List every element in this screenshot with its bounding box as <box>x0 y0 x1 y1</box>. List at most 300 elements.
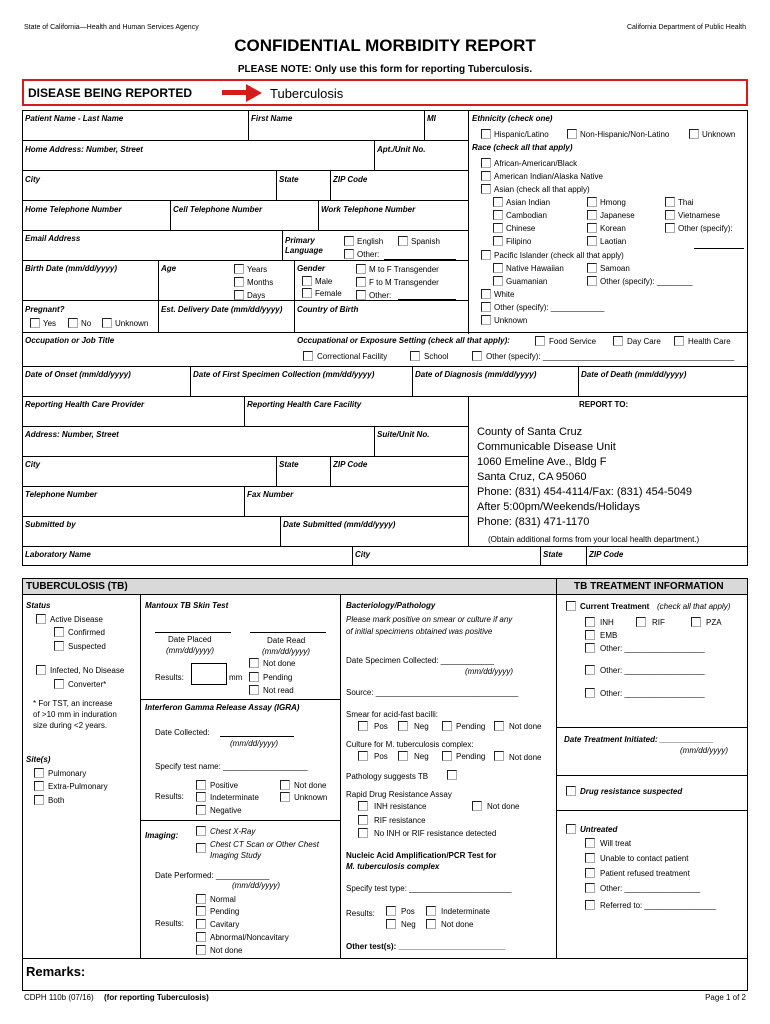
ct-label-1: Chest CT Scan or Other Chest <box>210 840 319 849</box>
pza-checkbox[interactable] <box>691 617 701 627</box>
igra-title: Interferon Gamma Release Assay (IGRA) <box>145 703 300 712</box>
female-label: Female <box>315 289 342 298</box>
naa-pos-checkbox[interactable] <box>386 906 396 916</box>
race-other-checkbox[interactable] <box>481 302 491 312</box>
tst-mm-input[interactable] <box>191 663 227 685</box>
img-pending-label: Pending <box>210 907 240 916</box>
naa-title-2: M. tuberculosis complex <box>346 862 440 871</box>
first-name-label: First Name <box>251 114 293 123</box>
abnormal-checkbox[interactable] <box>196 932 206 942</box>
abnormal-label: Abnormal/Noncavitary <box>210 933 289 942</box>
provider-state-label: State <box>279 460 299 469</box>
report-to-label: REPORT TO: <box>579 400 629 409</box>
country-birth-label: Country of Birth <box>297 305 359 314</box>
date-placed-format: (mm/dd/yyyy) <box>166 646 214 655</box>
tst-not-read-label: Not read <box>263 686 294 695</box>
disease-label: DISEASE BEING REPORTED <box>28 86 193 100</box>
infected-checkbox[interactable] <box>36 665 46 675</box>
last-name-label: Patient Name - Last Name <box>25 114 124 123</box>
active-disease-label: Active Disease <box>50 615 103 624</box>
cavitary-checkbox[interactable] <box>196 919 206 929</box>
cell-phone-label: Cell Telephone Number <box>173 205 263 214</box>
inh-checkbox[interactable] <box>585 617 595 627</box>
form-note: PLEASE NOTE: Only use this form for reporting Tuberculosis. <box>237 64 533 75</box>
setting-title: Occupational or Exposure Setting (check all that apply): <box>297 336 510 345</box>
vietnamese-checkbox[interactable] <box>665 210 675 220</box>
cavitary-label: Cavitary <box>210 920 240 929</box>
culture-pos-label: Pos <box>374 752 388 761</box>
referred-checkbox[interactable] <box>585 900 595 910</box>
native-checkbox[interactable] <box>481 171 491 181</box>
date-performed-label: Date Performed: ____________ <box>155 871 270 880</box>
tb-title: TUBERCULOSIS (TB) <box>26 581 128 592</box>
laotian-checkbox[interactable] <box>587 236 597 246</box>
male-label: Male <box>315 277 333 286</box>
rif-checkbox[interactable] <box>636 617 646 627</box>
drug-resistance-checkbox[interactable] <box>566 786 576 796</box>
email-label: Email Address <box>25 234 81 243</box>
lang-other-checkbox[interactable] <box>344 249 354 259</box>
asian-label: Asian (check all that apply) <box>494 185 590 194</box>
smear-pos-checkbox[interactable] <box>358 721 368 731</box>
race-title: Race (check all that apply) <box>472 143 573 152</box>
lab-city-label: City <box>355 550 371 559</box>
date-read-label: Date Read <box>267 636 306 645</box>
disease-value[interactable]: Tuberculosis <box>270 86 344 101</box>
pacific-other-checkbox[interactable] <box>587 276 597 286</box>
tst-not-read-checkbox[interactable] <box>249 685 259 695</box>
tst-not-done-checkbox[interactable] <box>249 658 259 668</box>
date-specimen-format: (mm/dd/yyyy) <box>465 667 513 676</box>
lab-name-label: Laboratory Name <box>25 550 91 559</box>
diagnosis-date-label: Date of Diagnosis (mm/dd/yyyy) <box>415 370 537 379</box>
sites-label: Site(s) <box>26 755 51 764</box>
current-treatment-note: (check all that apply) <box>657 602 731 611</box>
treat-other-2-checkbox[interactable] <box>585 665 595 675</box>
african-label: African-American/Black <box>494 159 578 168</box>
vietnamese-label: Vietnamese <box>678 211 721 220</box>
years-checkbox[interactable] <box>234 264 244 274</box>
state-label: State <box>279 175 299 184</box>
facility-label: Reporting Health Care Facility <box>247 400 362 409</box>
form-number: CDPH 110b (07/16) <box>24 993 94 1002</box>
igra-negative-label: Negative <box>210 806 242 815</box>
pacific-checkbox[interactable] <box>481 250 491 260</box>
nonhispanic-checkbox[interactable] <box>567 129 577 139</box>
provider-fax-label: Fax Number <box>247 490 294 499</box>
inh-resistance-label: INH resistance <box>374 802 427 811</box>
naa-title-1: Nucleic Acid Amplification/PCR Test for <box>346 851 497 860</box>
apt-label: Apt./Unit No. <box>377 145 426 154</box>
igra-negative-checkbox[interactable] <box>196 805 206 815</box>
hmong-label: Hmong <box>600 198 626 207</box>
ethnicity-title: Ethnicity (check one) <box>472 114 553 123</box>
chinese-label: Chinese <box>506 224 536 233</box>
gender-other-checkbox[interactable] <box>356 290 366 300</box>
spanish-checkbox[interactable] <box>398 236 408 246</box>
treat-other-3-checkbox[interactable] <box>585 688 595 698</box>
cambodian-label: Cambodian <box>506 211 547 220</box>
treat-other-1-label: Other: __________________ <box>600 644 705 653</box>
naa-not-done-checkbox[interactable] <box>426 919 436 929</box>
naa-indeterminate-label: Indeterminate <box>441 907 490 916</box>
mantoux-title: Mantoux TB Skin Test <box>145 601 229 610</box>
hmong-checkbox[interactable] <box>587 197 597 207</box>
food-service-label: Food Service <box>549 337 597 346</box>
page-number: Page 1 of 2 <box>705 993 746 1002</box>
english-checkbox[interactable] <box>344 236 354 246</box>
date-submitted-label: Date Submitted (mm/dd/yyyy) <box>283 520 396 529</box>
suspected-label: Suspected <box>68 642 106 651</box>
inh-resistance-checkbox[interactable] <box>358 801 368 811</box>
inh-label: INH <box>600 618 614 627</box>
occupation-label: Occupation or Job Title <box>25 336 115 345</box>
treat-other-1-checkbox[interactable] <box>585 643 595 653</box>
asian-indian-label: Asian Indian <box>506 198 551 207</box>
igra-results-label: Results: <box>155 792 184 801</box>
county-line-1: County of Santa Cruz <box>477 426 583 438</box>
img-not-done-checkbox[interactable] <box>196 945 206 955</box>
gender-label: Gender <box>297 264 326 273</box>
naa-neg-label: Neg <box>401 920 416 929</box>
smear-neg-label: Neg <box>414 722 429 731</box>
hawaiian-checkbox[interactable] <box>493 263 503 273</box>
onset-label: Date of Onset (mm/dd/yyyy) <box>25 370 131 379</box>
rapid-assay-label: Rapid Drug Resistance Assay <box>346 790 452 799</box>
no-resistance-checkbox[interactable] <box>358 828 368 838</box>
treatment-title: TB TREATMENT INFORMATION <box>574 581 724 592</box>
treat-other-2-label: Other: __________________ <box>600 666 705 675</box>
naa-indeterminate-checkbox[interactable] <box>426 906 436 916</box>
igra-unknown-checkbox[interactable] <box>280 792 290 802</box>
xray-checkbox[interactable] <box>196 826 206 836</box>
culture-pending-checkbox[interactable] <box>442 751 452 761</box>
day-care-label: Day Care <box>627 337 661 346</box>
ct-checkbox[interactable] <box>196 843 206 853</box>
igra-date-format: (mm/dd/yyyy) <box>230 739 278 748</box>
guamanian-label: Guamanian <box>506 277 548 286</box>
county-line-3: 1060 Emeline Ave., Bldg F <box>477 456 607 468</box>
confirmed-checkbox[interactable] <box>54 627 64 637</box>
lang-other-label: Other: <box>357 250 380 259</box>
pregnant-unknown-label: Unknown <box>115 319 149 328</box>
untreated-other-label: Other: _________________ <box>600 884 701 893</box>
lab-zip-label: ZIP Code <box>589 550 624 559</box>
filipino-label: Filipino <box>506 237 532 246</box>
suspected-checkbox[interactable] <box>54 641 64 651</box>
health-care-checkbox[interactable] <box>674 336 684 346</box>
setting-other-checkbox[interactable] <box>472 351 482 361</box>
date-treatment-format: (mm/dd/yyyy) <box>680 746 728 755</box>
tst-pending-label: Pending <box>263 673 293 682</box>
rif-resistance-checkbox[interactable] <box>358 815 368 825</box>
gender-other-label: Other: <box>369 291 392 300</box>
pza-label: PZA <box>706 618 722 627</box>
pathology-checkbox[interactable] <box>447 770 457 780</box>
igra-positive-label: Positive <box>210 781 239 790</box>
laotian-label: Laotian <box>600 237 627 246</box>
will-treat-label: Will treat <box>600 839 632 848</box>
confirmed-label: Confirmed <box>68 628 105 637</box>
naa-pos-label: Pos <box>401 907 415 916</box>
img-pending-checkbox[interactable] <box>196 906 206 916</box>
refused-label: Patient refused treatment <box>600 869 690 878</box>
will-treat-checkbox[interactable] <box>585 838 595 848</box>
provider-zip-label: ZIP Code <box>333 460 368 469</box>
referred-label: Referred to: ________________ <box>600 901 716 910</box>
ftm-label: F to M Transgender <box>369 278 439 287</box>
igra-date-label: Date Collected: <box>155 728 210 737</box>
arrow-right-icon <box>222 84 262 102</box>
agency-text: State of California—Health and Human Services Agency <box>24 24 199 31</box>
samoan-label: Samoan <box>600 264 630 273</box>
eth-unknown-checkbox[interactable] <box>689 129 699 139</box>
age-label: Age <box>161 264 177 273</box>
native-label: American Indian/Alaska Native <box>494 172 603 181</box>
normal-checkbox[interactable] <box>196 894 206 904</box>
samoan-checkbox[interactable] <box>587 263 597 273</box>
work-phone-label: Work Telephone Number <box>321 205 416 214</box>
rif-label: RIF <box>652 618 665 627</box>
igra-indeterminate-checkbox[interactable] <box>196 792 206 802</box>
guamanian-checkbox[interactable] <box>493 276 503 286</box>
extra-pulmonary-label: Extra-Pulmonary <box>48 782 108 791</box>
ct-label-2: Imaging Study <box>210 851 262 860</box>
igra-indeterminate-label: Indeterminate <box>210 793 259 802</box>
county-line-2: Communicable Disease Unit <box>477 441 616 453</box>
asian-other-checkbox[interactable] <box>665 223 675 233</box>
emb-checkbox[interactable] <box>585 630 595 640</box>
current-treatment-label: Current Treatment <box>580 602 650 611</box>
white-label: White <box>494 290 515 299</box>
remarks-label: Remarks: <box>26 964 86 979</box>
emb-label: EMB <box>600 631 618 640</box>
school-checkbox[interactable] <box>410 351 420 361</box>
naa-neg-checkbox[interactable] <box>386 919 396 929</box>
date-treatment-label: Date Treatment Initiated: ____________ <box>564 735 714 744</box>
setting-other-label: Other (specify): ___________________________________________ <box>486 352 735 361</box>
tst-results-label: Results: <box>155 673 184 682</box>
smear-pos-label: Pos <box>374 722 388 731</box>
months-label: Months <box>247 278 274 287</box>
igra-positive-checkbox[interactable] <box>196 780 206 790</box>
white-checkbox[interactable] <box>481 289 491 299</box>
culture-not-done-label: Not done <box>509 753 542 762</box>
day-care-checkbox[interactable] <box>613 336 623 346</box>
male-checkbox[interactable] <box>302 276 312 286</box>
tst-note-3: size during <2 years. <box>33 721 108 730</box>
tb-section <box>22 578 748 991</box>
county-address <box>477 425 692 530</box>
hispanic-checkbox[interactable] <box>481 129 491 139</box>
form-title: CONFIDENTIAL MORBIDITY REPORT <box>234 36 536 55</box>
infected-label: Infected, No Disease <box>50 666 125 675</box>
current-treatment-checkbox[interactable] <box>566 601 576 611</box>
school-label: School <box>424 352 449 361</box>
birth-date-label: Birth Date (mm/dd/yyyy) <box>25 264 118 273</box>
untreated-label: Untreated <box>580 825 618 834</box>
eth-unknown-label: Unknown <box>702 130 736 139</box>
smear-not-done-label: Not done <box>509 722 542 731</box>
japanese-label: Japanese <box>600 211 635 220</box>
bacteriology-title: Bacteriology/Pathology <box>346 601 436 610</box>
race-unknown-checkbox[interactable] <box>481 315 491 325</box>
igra-not-done-label: Not done <box>294 781 327 790</box>
specimen-date-label: Date of First Specimen Collection (mm/dd/yyyy) <box>193 370 375 379</box>
korean-checkbox[interactable] <box>587 223 597 233</box>
extra-pulmonary-checkbox[interactable] <box>34 781 44 791</box>
ftm-checkbox[interactable] <box>356 277 366 287</box>
date-read-format: (mm/dd/yyyy) <box>262 647 310 656</box>
naa-results-label: Results: <box>346 909 375 918</box>
asian-checkbox[interactable] <box>481 184 491 194</box>
pregnant-label: Pregnant? <box>25 305 65 314</box>
years-label: Years <box>247 265 268 274</box>
days-checkbox[interactable] <box>234 290 244 300</box>
culture-pending-label: Pending <box>456 752 486 761</box>
county-line-7: Phone: (831) 471-1170 <box>477 516 590 528</box>
correctional-checkbox[interactable] <box>303 351 313 361</box>
thai-checkbox[interactable] <box>665 197 675 207</box>
pregnant-unknown-checkbox[interactable] <box>102 318 112 328</box>
hispanic-label: Hispanic/Latino <box>494 130 549 139</box>
filipino-checkbox[interactable] <box>493 236 503 246</box>
department-text: California Department of Public Health <box>626 24 746 31</box>
date-placed-label: Date Placed <box>168 635 212 644</box>
language-label: Primary Language <box>285 236 323 255</box>
race-unknown-label: Unknown <box>494 316 528 325</box>
pregnant-no-checkbox[interactable] <box>68 318 78 328</box>
tst-note-2: of >10 mm in induration <box>33 710 117 719</box>
naa-test-type-label: Specify test type: _______________________ <box>346 884 512 893</box>
igra-not-done-checkbox[interactable] <box>280 780 290 790</box>
english-label: English <box>357 237 384 246</box>
bact-note-1: Please mark positive on smear or culture if any <box>346 615 513 624</box>
nonhispanic-label: Non-Hispanic/Non-Latino <box>580 130 670 139</box>
culture-neg-checkbox[interactable] <box>398 751 408 761</box>
city-label: City <box>25 175 41 184</box>
tst-note-1: * For TST, an increase <box>33 699 113 708</box>
county-line-4: Santa Cruz, CA 95060 <box>477 471 587 483</box>
asian-indian-checkbox[interactable] <box>493 197 503 207</box>
provider-address-label: Address: Number, Street <box>25 430 119 439</box>
pregnant-yes-checkbox[interactable] <box>30 318 40 328</box>
provider-city-label: City <box>25 460 41 469</box>
imaging-label: Imaging: <box>145 831 179 840</box>
converter-label: Converter* <box>68 680 107 689</box>
igra-unknown-label: Unknown <box>294 793 328 802</box>
source-label: Source: ________________________________ <box>346 688 519 697</box>
mtf-checkbox[interactable] <box>356 264 366 274</box>
status-label: Status <box>26 601 51 610</box>
pulmonary-checkbox[interactable] <box>34 768 44 778</box>
korean-label: Korean <box>600 224 626 233</box>
lab-state-label: State <box>543 550 563 559</box>
both-checkbox[interactable] <box>34 795 44 805</box>
race-other-label: Other (specify): ____________ <box>494 303 605 312</box>
tst-pending-checkbox[interactable] <box>249 672 259 682</box>
treat-other-3-label: Other: __________________ <box>600 689 705 698</box>
rapid-not-done-label: Not done <box>487 802 520 811</box>
culture-neg-label: Neg <box>414 752 429 761</box>
no-resistance-label: No INH or RIF resistance detected <box>374 829 497 838</box>
county-line-5: Phone: (831) 454-4114/Fax: (831) 454-5049 <box>477 486 693 498</box>
tst-not-done-label: Not done <box>263 659 296 668</box>
xray-label: Chest X-Ray <box>210 827 256 836</box>
smear-pending-label: Pending <box>456 722 486 731</box>
rif-resistance-label: RIF resistance <box>374 816 426 825</box>
pathology-label: Pathology suggests TB <box>346 772 429 781</box>
smear-neg-checkbox[interactable] <box>398 721 408 731</box>
spanish-label: Spanish <box>411 237 440 246</box>
img-results-label: Results: <box>155 919 184 928</box>
untreated-checkbox[interactable] <box>566 824 576 834</box>
submitted-by-label: Submitted by <box>25 520 76 529</box>
pacific-other-label: Other (specify): ________ <box>600 277 693 286</box>
food-service-checkbox[interactable] <box>535 336 545 346</box>
chinese-checkbox[interactable] <box>493 223 503 233</box>
refused-checkbox[interactable] <box>585 868 595 878</box>
unable-contact-checkbox[interactable] <box>585 853 595 863</box>
smear-label: Smear for acid-fast bacilli: <box>346 710 439 719</box>
culture-pos-checkbox[interactable] <box>358 751 368 761</box>
culture-not-done-checkbox[interactable] <box>494 751 504 761</box>
converter-checkbox[interactable] <box>54 679 64 689</box>
female-checkbox[interactable] <box>302 288 312 298</box>
cambodian-checkbox[interactable] <box>493 210 503 220</box>
home-phone-label: Home Telephone Number <box>25 205 122 214</box>
pulmonary-label: Pulmonary <box>48 769 87 778</box>
hawaiian-label: Native Hawaiian <box>506 264 564 273</box>
death-date-label: Date of Death (mm/dd/yyyy) <box>581 370 687 379</box>
form-purpose: (for reporting Tuberculosis) <box>104 993 209 1002</box>
both-label: Both <box>48 796 65 805</box>
pregnant-no-label: No <box>81 319 92 328</box>
pacific-label: Pacific Islander (check all that apply) <box>494 251 624 260</box>
pregnant-yes-label: Yes <box>43 319 57 328</box>
rapid-not-done-checkbox[interactable] <box>472 801 482 811</box>
months-checkbox[interactable] <box>234 277 244 287</box>
home-address-label: Home Address: Number, Street <box>25 145 143 154</box>
japanese-checkbox[interactable] <box>587 210 597 220</box>
bact-note-2: of initial specimens obtained was positive <box>346 627 493 636</box>
smear-pending-checkbox[interactable] <box>442 721 452 731</box>
health-care-label: Health Care <box>688 337 731 346</box>
unable-contact-label: Unable to contact patient <box>600 854 689 863</box>
date-specimen-label: Date Specimen Collected: ____________ <box>346 656 495 665</box>
mtf-label: M to F Transgender <box>369 265 439 274</box>
african-checkbox[interactable] <box>481 158 491 168</box>
normal-label: Normal <box>210 895 236 904</box>
igra-test-name-label: Specify test name: ___________________ <box>155 762 308 771</box>
provider-label: Reporting Health Care Provider <box>25 400 145 409</box>
active-disease-checkbox[interactable] <box>36 614 46 624</box>
drug-resistance-label: Drug resistance suspected <box>580 787 683 796</box>
suite-label: Suite/Unit No. <box>377 430 430 439</box>
other-tests-label: Other test(s): ________________________ <box>346 942 506 951</box>
mm-label: mm <box>229 673 243 682</box>
county-line-6: After 5:00pm/Weekends/Holidays <box>477 501 641 513</box>
culture-label: Culture for M. tuberculosis complex: <box>346 740 474 749</box>
naa-not-done-label: Not done <box>441 920 474 929</box>
thai-label: Thai <box>678 198 694 207</box>
smear-not-done-checkbox[interactable] <box>494 721 504 731</box>
delivery-date-label: Est. Delivery Date (mm/dd/yyyy) <box>161 305 283 314</box>
img-not-done-label: Not done <box>210 946 243 955</box>
provider-phone-label: Telephone Number <box>25 490 98 499</box>
untreated-other-checkbox[interactable] <box>585 883 595 893</box>
correctional-label: Correctional Facility <box>317 352 388 361</box>
